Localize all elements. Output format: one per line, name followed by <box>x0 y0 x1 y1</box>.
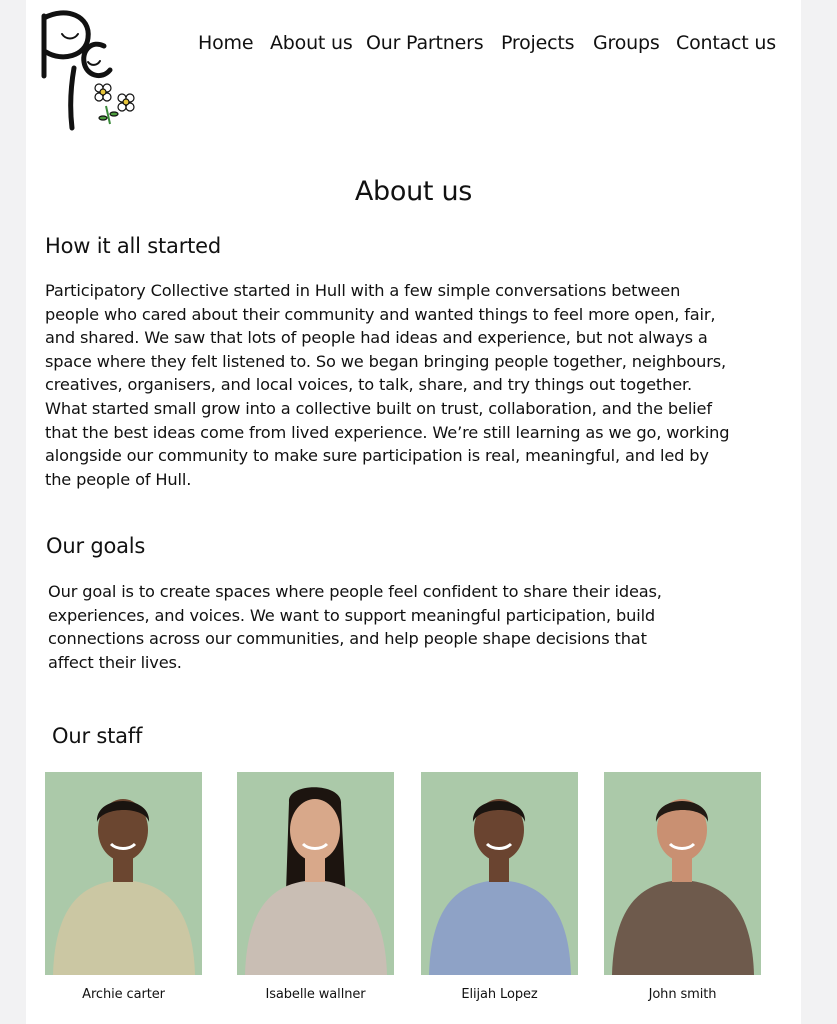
page <box>26 0 801 1024</box>
paragraph-line: that the best ideas come from lived experience. We’re still learning as we go, working <box>45 422 730 442</box>
paragraph-line: the people of Hull. <box>45 469 192 489</box>
paragraph-line: creatives, organisers, and local voices, to talk, share, and try things out together. <box>45 375 693 395</box>
staff-card <box>604 772 761 1002</box>
staff-photo <box>45 772 202 975</box>
staff-card <box>421 772 578 1002</box>
paragraph-line: alongside our community to make sure participation is real, meaningful, and led by <box>45 446 709 466</box>
paragraph-line: connections across our communities, and help people shape decisions that <box>48 629 647 649</box>
staff-card <box>45 772 202 1002</box>
nav-projects[interactable]: Projects <box>501 32 575 54</box>
section-heading-staff: Our staff <box>52 724 143 748</box>
paragraph-line: What started small grow into a collective built on trust, collaboration, and the belief <box>45 398 712 418</box>
paragraph-line: people who cared about their community and wanted things to feel more open, fair, <box>45 304 716 324</box>
paragraph-line: Our goal is to create spaces where people feel confident to share their ideas, <box>48 582 662 601</box>
nav-about-us[interactable]: About us <box>270 32 353 54</box>
paragraph-line: space where they felt listened to. So we began bringing people together, neighbours, <box>45 351 727 371</box>
paragraph-line: experiences, and voices. We want to support meaningful participation, build <box>48 605 656 625</box>
section-heading-goals: Our goals <box>46 534 146 558</box>
nav-groups[interactable]: Groups <box>593 32 660 54</box>
nav-contact-us[interactable]: Contact us <box>676 32 776 54</box>
nav-our-partners[interactable]: Our Partners <box>366 32 484 54</box>
page-title: About us <box>354 176 473 207</box>
staff-card <box>237 772 394 1002</box>
staff-photo <box>237 772 394 975</box>
nav-home[interactable]: Home <box>198 32 254 54</box>
pc-logo-icon[interactable] <box>36 6 136 134</box>
staff-name: Archie carter <box>82 987 165 1002</box>
paragraph-line: affect their lives. <box>48 652 182 672</box>
staff-name: Elijah Lopez <box>461 987 538 1002</box>
staff-photo <box>604 772 761 975</box>
staff-name: Isabelle wallner <box>265 987 366 1002</box>
paragraph-started <box>45 279 729 491</box>
paragraph-line: and shared. We saw that lots of people had ideas and experience, but not always a <box>45 328 708 348</box>
paragraph-line: Participatory Collective started in Hull with a few simple conversations between <box>45 281 681 300</box>
main-nav <box>26 32 801 60</box>
section-heading-started: How it all started <box>45 234 222 258</box>
staff-photo <box>421 772 578 975</box>
paragraph-goals <box>48 580 662 674</box>
staff-name: John smith <box>648 987 717 1002</box>
